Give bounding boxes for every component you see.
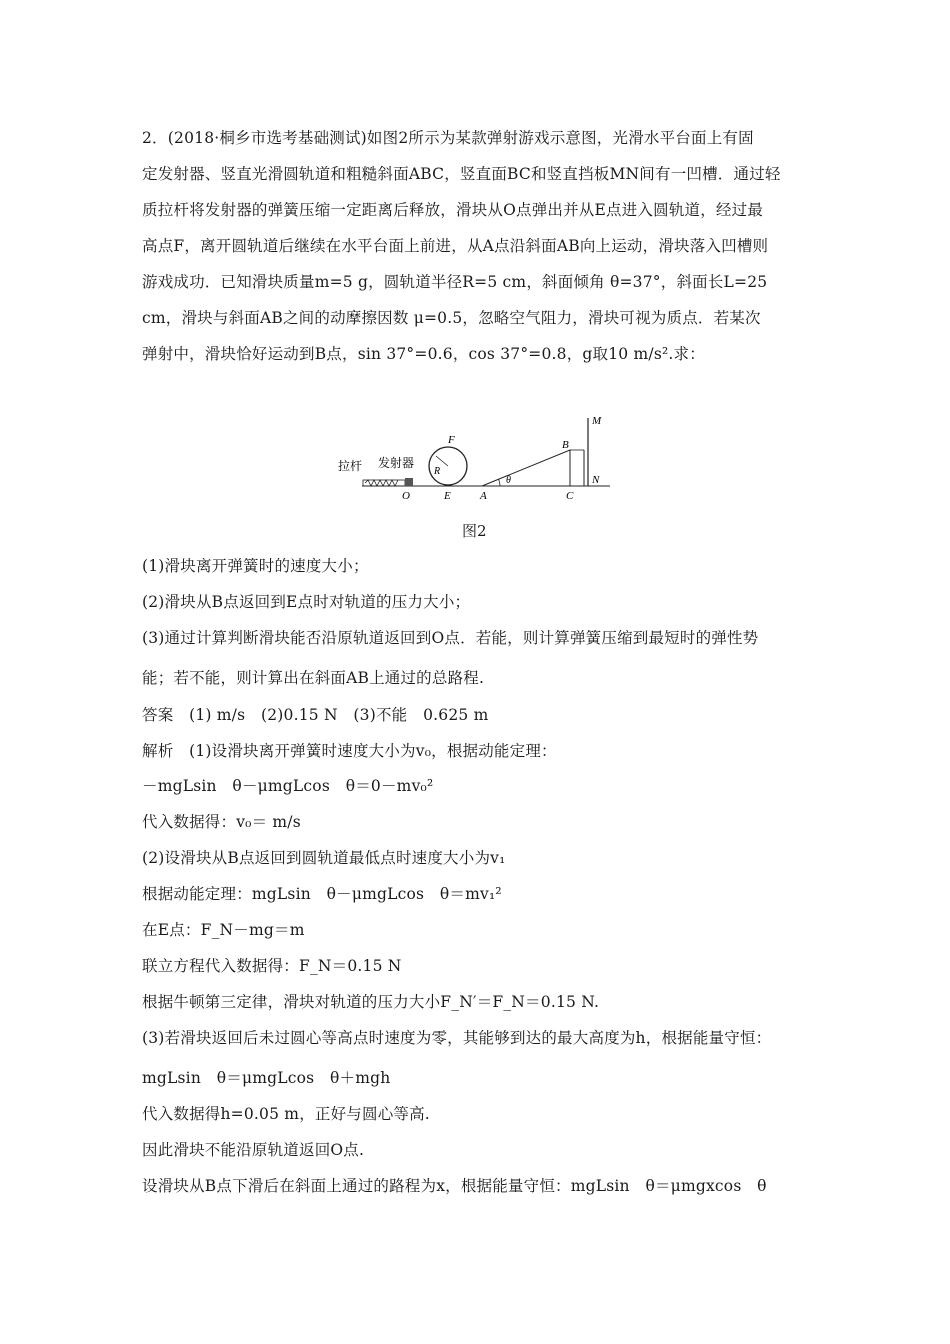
problem-line-4: 高点F，离开圆轨道后继续在水平台面上前进，从A点沿斜面AB向上运动，滑块落入凹槽则 (142, 237, 769, 255)
label-M: M (592, 415, 602, 427)
solution-line-3: 代入数据得：v₀＝ m/s (142, 813, 301, 831)
label-N: N (592, 474, 600, 486)
label-lagan: 拉杆 (338, 459, 363, 473)
solution-line-9: (3)若滑块返回后未过圆心等高点时速度为零，其能够到达的最大高度为h，根据能量守恒： (142, 1029, 772, 1047)
label-E: E (444, 490, 451, 500)
incline-abc (482, 450, 570, 486)
launcher-block (405, 478, 413, 486)
solution-line-8: 根据牛顿第三定律，滑块对轨道的压力大小F_N′＝F_N＝0.15 N. (142, 993, 600, 1011)
question-1: (1)滑块离开弹簧时的速度大小； (142, 557, 369, 575)
problem-line-3: 质拉杆将发射器的弹簧压缩一定距离后释放，滑块从O点弹出并从E点进入圆轨道，经过最 (142, 201, 764, 219)
solution-line-4: (2)设滑块从B点返回到圆轨道最低点时速度大小为v₁ (142, 849, 506, 867)
solution-line-11: 代入数据得h=0.05 m，正好与圆心等高. (142, 1105, 430, 1123)
problem-line-6: cm，滑块与斜面AB之间的动摩擦因数 μ=0.5，忽略空气阻力，滑块可视为质点．若某次 (142, 309, 761, 327)
solution-line-6: 在E点：F_N－mg＝m (142, 921, 305, 939)
solution-line-2: －mgLsin θ－μmgLcos θ＝0－mv₀² (142, 777, 434, 795)
label-fasheqi: 发射器 (378, 456, 415, 470)
problem-line-2: 定发射器、竖直光滑圆轨道和粗糙斜面ABC，竖直面BC和竖直挡板MN间有一凹槽．通过轻 (142, 165, 781, 183)
label-A: A (480, 490, 487, 500)
label-B: B (562, 439, 569, 451)
question-2: (2)滑块从B点返回到E点时对轨道的压力大小； (142, 593, 471, 611)
figure-caption: 图2 (462, 522, 487, 540)
question-3-line-2: 能；若不能，则计算出在斜面AB上通过的总路程. (142, 669, 485, 687)
solution-line-13: 设滑块从B点下滑后在斜面上通过的路程为x，根据能量守恒：mgLsin θ＝μmgxcos θ (142, 1177, 767, 1195)
solution-line-10: mgLsin θ＝μmgLcos θ＋mgh (142, 1069, 391, 1087)
problem-line-5: 游戏成功．已知滑块质量m=5 g，圆轨道半径R=5 cm，斜面倾角 θ=37°，斜面长L=25 (142, 273, 768, 291)
problem-line-1: 2．(2018·桐乡市选考基础测试)如图2所示为某款弹射游戏示意图，光滑水平台面上有固 (142, 129, 754, 147)
label-theta: θ (506, 475, 511, 486)
solution-line-7: 联立方程代入数据得：F_N＝0.15 N (142, 957, 402, 975)
solution-line-5: 根据动能定理：mgLsin θ－μmgLcos θ＝mv₁² (142, 885, 502, 903)
solution-line-1: 解析 (1)设滑块离开弹簧时速度大小为v₀，根据动能定理： (142, 742, 557, 760)
question-3-line-1: (3)通过计算判断滑块能否沿原轨道返回到O点．若能，则计算弹簧压缩到最短时的弹性势 (142, 629, 759, 647)
label-O: O (402, 490, 410, 500)
physics-diagram (330, 410, 620, 500)
problem-line-7: 弹射中，滑块恰好运动到B点，sin 37°=0.6，cos 37°=0.8，g取10 m/s².求： (142, 345, 705, 363)
label-C: C (566, 490, 574, 500)
label-R: R (434, 466, 441, 477)
answer-line: 答案 (1) m/s (2)0.15 N (3)不能 0.625 m (142, 706, 489, 724)
label-F: F (448, 434, 455, 446)
solution-line-12: 因此滑块不能沿原轨道返回O点. (142, 1141, 365, 1159)
